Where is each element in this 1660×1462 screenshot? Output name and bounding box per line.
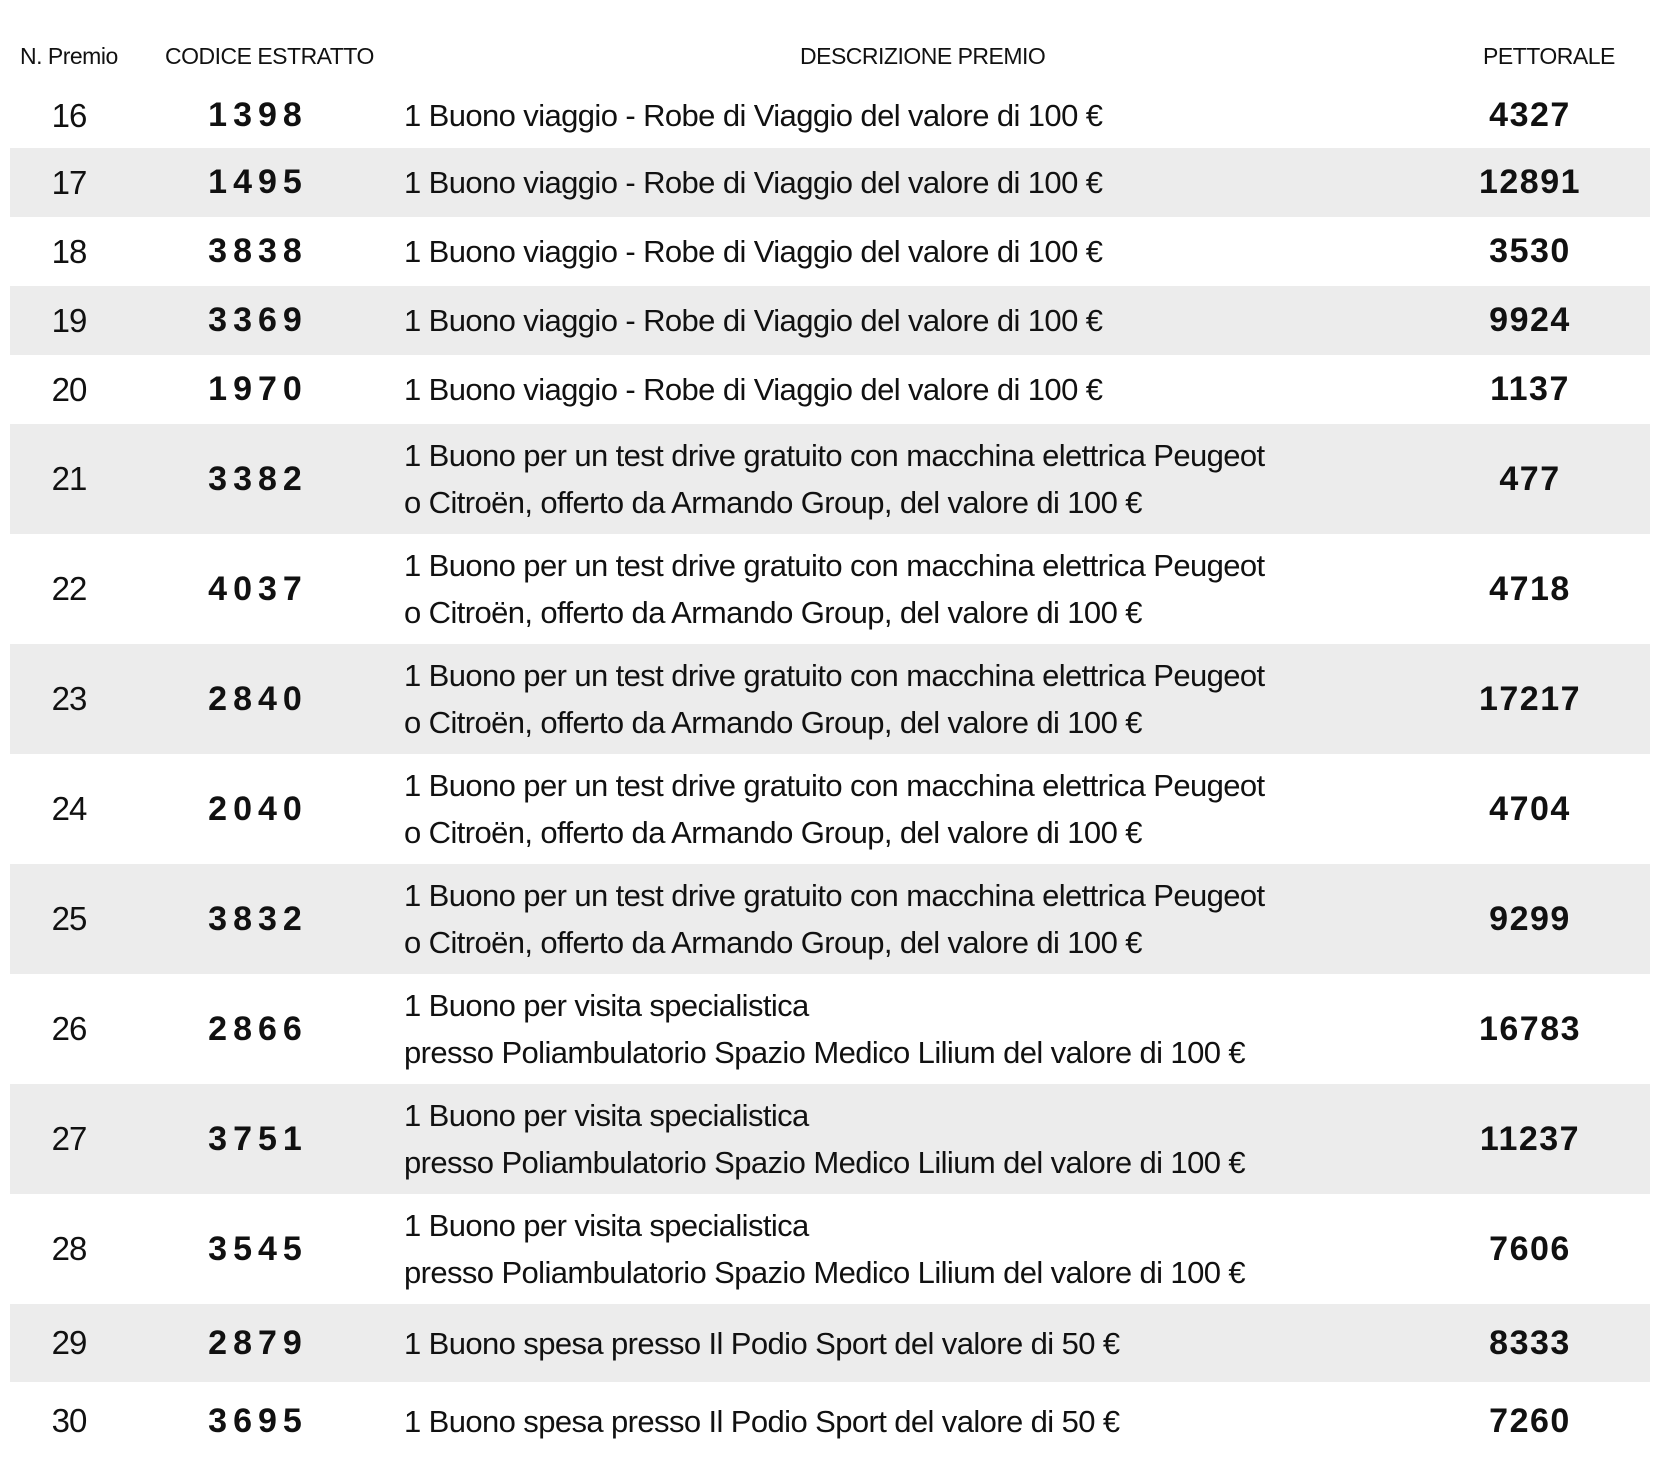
bib-number: 9299 [1489, 899, 1571, 938]
drawn-code: 4037 [208, 569, 308, 608]
drawn-code: 3382 [208, 459, 308, 498]
table-row [10, 1382, 1650, 1460]
table-row [10, 355, 1650, 424]
bib-number: 7606 [1489, 1229, 1571, 1268]
drawn-code: 1398 [208, 96, 308, 134]
table-row [10, 974, 1650, 1084]
bib-number: 4704 [1489, 789, 1571, 828]
table-header [0, 36, 1660, 76]
prize-number: 30 [51, 1402, 87, 1439]
drawn-code: 1495 [208, 163, 308, 201]
prize-description: 1 Buono per un test drive gratuito con macchina elettrica Peugeot o Citroën, offerto da Armando Group, del valore di 100 € [404, 658, 1265, 740]
table-row [10, 217, 1650, 286]
table-row [10, 754, 1650, 864]
drawn-code: 2040 [208, 789, 308, 828]
prize-number: 26 [51, 1010, 87, 1047]
prize-description: 1 Buono spesa presso Il Podio Sport del valore di 50 € [404, 1325, 1120, 1361]
prize-number: 17 [51, 163, 87, 201]
prize-number: 24 [51, 790, 87, 827]
prize-description: 1 Buono per visita specialistica presso Poliambulatorio Spazio Medico Lilium del valore di 100 € [404, 988, 1246, 1070]
prize-description: 1 Buono spesa presso Il Podio Sport del valore di 50 € [404, 1403, 1120, 1439]
prize-description: 1 Buono viaggio - Robe di Viaggio del valore di 100 € [404, 372, 1103, 407]
table-row [10, 83, 1650, 148]
drawn-code: 3695 [208, 1401, 308, 1440]
table-row [10, 1304, 1650, 1382]
prize-description: 1 Buono per un test drive gratuito con macchina elettrica Peugeot o Citroën, offerto da Armando Group, del valore di 100 € [404, 548, 1265, 630]
table-row [10, 148, 1650, 217]
table-body [10, 83, 1650, 1460]
table-row [10, 1194, 1650, 1304]
drawn-code: 3369 [208, 301, 308, 339]
prize-number: 22 [51, 570, 87, 607]
prize-number: 23 [51, 680, 87, 717]
table-row [10, 1084, 1650, 1194]
table-row [10, 644, 1650, 754]
drawn-code: 2840 [208, 679, 308, 718]
prize-number: 29 [51, 1324, 87, 1361]
header-code: CODICE ESTRATTO [165, 43, 374, 69]
prize-number: 18 [51, 232, 87, 270]
prize-description: 1 Buono per un test drive gratuito con macchina elettrica Peugeot o Citroën, offerto da Armando Group, del valore di 100 € [404, 438, 1265, 520]
prize-description: 1 Buono per visita specialistica presso Poliambulatorio Spazio Medico Lilium del valore di 100 € [404, 1098, 1246, 1180]
header-desc: DESCRIZIONE PREMIO [800, 43, 1046, 69]
header-bib: PETTORALE [1483, 43, 1615, 69]
drawn-code: 2879 [208, 1323, 308, 1362]
prize-number: 27 [51, 1120, 87, 1157]
bib-number: 4327 [1489, 96, 1571, 134]
bib-number: 16783 [1478, 1009, 1582, 1048]
drawn-code: 3832 [208, 899, 308, 938]
table-row [10, 286, 1650, 355]
table-row [10, 534, 1650, 644]
header-num: N. Premio [20, 43, 118, 69]
table-row [10, 864, 1650, 974]
prize-description: 1 Buono viaggio - Robe di Viaggio del valore di 100 € [404, 303, 1103, 338]
prize-number: 20 [51, 370, 87, 408]
bib-number: 7260 [1489, 1401, 1571, 1440]
drawn-code: 2866 [208, 1009, 308, 1048]
bib-number: 17217 [1478, 679, 1582, 718]
bib-number: 12891 [1478, 163, 1582, 201]
drawn-code: 3545 [208, 1229, 308, 1268]
prize-number: 25 [51, 900, 87, 937]
drawn-code: 1970 [208, 370, 308, 408]
prize-number: 28 [51, 1230, 87, 1267]
prize-number: 16 [51, 96, 87, 134]
bib-number: 1137 [1490, 370, 1570, 408]
bib-number: 3530 [1489, 232, 1571, 270]
prize-description: 1 Buono per un test drive gratuito con macchina elettrica Peugeot o Citroën, offerto da Armando Group, del valore di 100 € [404, 768, 1265, 850]
prize-number: 21 [51, 460, 87, 497]
bib-number: 11237 [1479, 1119, 1581, 1158]
prize-number: 19 [51, 301, 87, 339]
prize-description: 1 Buono per visita specialistica presso Poliambulatorio Spazio Medico Lilium del valore di 100 € [404, 1208, 1246, 1290]
prize-description: 1 Buono viaggio - Robe di Viaggio del valore di 100 € [404, 98, 1103, 133]
drawn-code: 3751 [208, 1119, 308, 1158]
table-row [10, 424, 1650, 534]
prize-description: 1 Buono per un test drive gratuito con macchina elettrica Peugeot o Citroën, offerto da Armando Group, del valore di 100 € [404, 878, 1265, 960]
bib-number: 8333 [1489, 1323, 1571, 1362]
drawn-code: 3838 [208, 232, 308, 270]
bib-number: 9924 [1489, 301, 1571, 339]
bib-number: 477 [1499, 459, 1561, 498]
prize-description: 1 Buono viaggio - Robe di Viaggio del valore di 100 € [404, 234, 1103, 269]
prize-description: 1 Buono viaggio - Robe di Viaggio del valore di 100 € [404, 165, 1103, 200]
bib-number: 4718 [1489, 569, 1571, 608]
